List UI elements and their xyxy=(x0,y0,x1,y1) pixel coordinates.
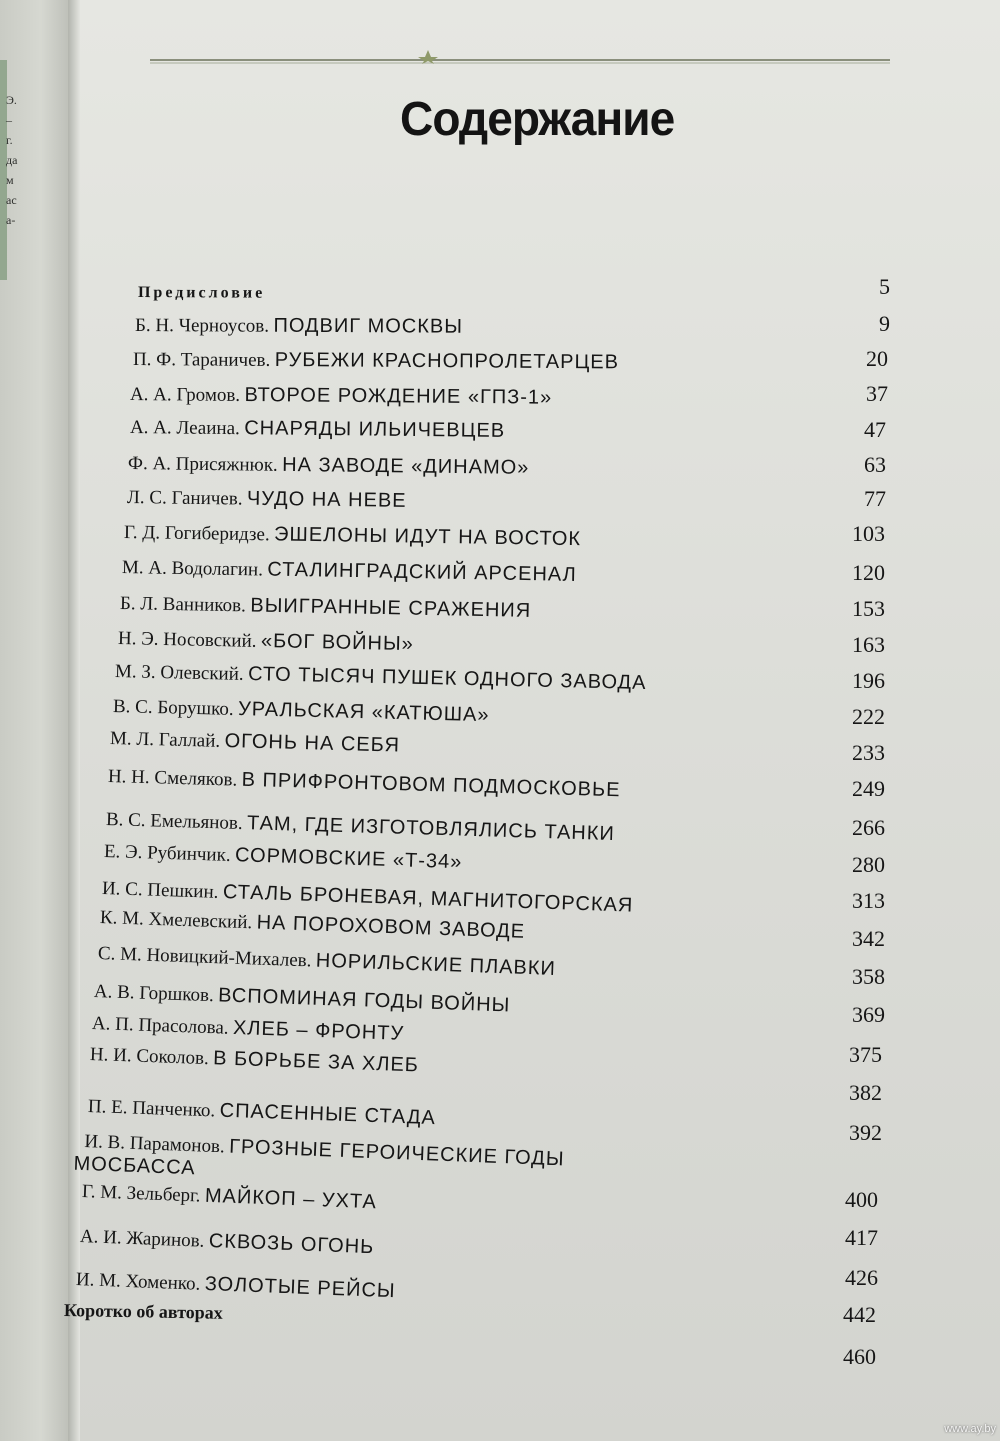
toc-page-number: 313 xyxy=(852,888,885,913)
toc-author: М. Л. Галлай. xyxy=(109,728,221,752)
toc-page-number: 280 xyxy=(852,852,885,877)
toc-author: К. М. Хмелевский. xyxy=(99,907,253,934)
toc-page-number: 5 xyxy=(879,274,890,299)
toc-entry xyxy=(130,383,552,410)
toc-entry xyxy=(76,1268,396,1303)
toc-entry xyxy=(135,314,463,339)
toc-work-title: НА ЗАВОДЕ «ДИНАМО» xyxy=(282,453,530,479)
toc-page-number: 400 xyxy=(845,1187,878,1212)
toc-entry xyxy=(92,1012,405,1046)
toc-work-title: ТАМ, ГДЕ ИЗГОТОВЛЯЛИСЬ ТАНКИ xyxy=(246,812,616,846)
toc-work-title: ВЫИГРАННЫЕ СРАЖЕНИЯ xyxy=(250,594,532,622)
toc-entry xyxy=(64,1300,223,1324)
toc-work-title: ВТОРОЕ РОЖДЕНИЕ «ГПЗ-1» xyxy=(244,384,553,409)
toc-work-title: «БОГ ВОЙНЫ» xyxy=(260,629,415,656)
toc-entry xyxy=(122,556,577,587)
toc-work-title-continued: МОСБАССА xyxy=(73,1152,196,1180)
toc-page-number: 382 xyxy=(849,1080,882,1105)
toc-page-number: 63 xyxy=(864,452,886,477)
toc-author: П. Ф. Тараничев. xyxy=(132,349,271,371)
watermark: www.ay.by xyxy=(944,1423,996,1435)
toc-work-title: СПАСЕННЫЕ СТАДА xyxy=(219,1099,437,1130)
toc-entry xyxy=(113,695,490,727)
toc-page-number: 196 xyxy=(852,668,885,693)
toc-author: Н. Н. Смеляков. xyxy=(107,766,238,791)
toc-entry xyxy=(124,521,581,551)
toc-work-title: СТАЛЬ БРОНЕВАЯ, МАГНИТОГОРСКАЯ xyxy=(222,881,634,917)
toc-page-number: 103 xyxy=(852,521,885,546)
toc-author: Б. Н. Черноусов. xyxy=(134,315,270,337)
toc-work-title: В ПРИФРОНТОВОМ ПОДМОСКОВЬЕ xyxy=(241,768,621,802)
toc-work-title: ОГОНЬ НА СЕБЯ xyxy=(224,730,401,757)
toc-author: А. П. Прасолова. xyxy=(91,1013,229,1039)
toc-author: Е. Э. Рубинчик. xyxy=(103,841,231,866)
previous-page-text-fragment: Э.– г. да м ас а- xyxy=(6,93,18,227)
toc-entry xyxy=(120,592,532,623)
toc-author: М. А. Водолагин. xyxy=(121,557,264,581)
toc-work-title: СТАЛИНГРАДСКИЙ АРСЕНАЛ xyxy=(267,558,577,586)
toc-work-title: СКВОЗЬ ОГОНЬ xyxy=(208,1229,375,1259)
toc-page-number: 426 xyxy=(845,1265,878,1290)
toc-entry xyxy=(108,765,621,802)
toc-page-number: 417 xyxy=(845,1225,878,1250)
toc-author: И. С. Пешкин. xyxy=(101,878,219,903)
toc-entry xyxy=(104,840,463,874)
toc-author: И. М. Хоменко. xyxy=(75,1269,201,1295)
toc-entry xyxy=(138,284,265,303)
toc-entry xyxy=(88,1095,437,1130)
toc-author: Л. С. Ганичев. xyxy=(126,487,243,510)
toc-entry xyxy=(94,980,511,1018)
toc-page-number: 358 xyxy=(852,964,885,989)
toc-page-number: 442 xyxy=(843,1302,876,1327)
toc-author: М. З. Олевский. xyxy=(114,661,244,685)
toc-work-title: ЧУДО НА НЕВЕ xyxy=(246,487,407,512)
toc-work-title: ГРОЗНЫЕ ГЕРОИЧЕСКИЕ ГОДЫ xyxy=(228,1135,565,1171)
toc-author: В. С. Борушко. xyxy=(112,696,234,720)
toc-author: Ф. А. Присяжнюк. xyxy=(127,453,278,476)
toc-entry xyxy=(98,942,557,981)
toc-author: П. Е. Панченко. xyxy=(87,1096,216,1122)
toc-work-title: ХЛЕБ – ФРОНТУ xyxy=(232,1016,405,1045)
toc-author: С. М. Новицкий-Михалев. xyxy=(97,943,312,972)
toc-page-number: 37 xyxy=(866,381,888,406)
toc-author: Б. Л. Ванников. xyxy=(119,593,247,617)
toc-page-number: 375 xyxy=(849,1042,882,1067)
toc-page-number: 120 xyxy=(852,560,885,585)
toc-entry xyxy=(133,348,619,374)
toc-page-number: 47 xyxy=(864,417,886,442)
toc-author: А. И. Жаринов. xyxy=(79,1226,205,1252)
toc-author: А. В. Горшков. xyxy=(93,981,215,1007)
page-title: Содержание xyxy=(400,93,675,146)
toc-entry xyxy=(115,660,647,695)
toc-author: И. В. Парамонов. xyxy=(84,1131,226,1158)
toc-work-title: МАЙКОП – УХТА xyxy=(204,1184,378,1214)
toc-page-number: 342 xyxy=(852,926,885,951)
toc-work-title: СТО ТЫСЯЧ ПУШЕК ОДНОГО ЗАВОДА xyxy=(247,663,647,695)
toc-page-number: 77 xyxy=(864,486,886,511)
toc-entry xyxy=(106,808,615,846)
toc-author: Г. Д. Гогиберидзе. xyxy=(123,522,270,546)
toc-work-title: РУБЕЖИ КРАСНОПРОЛЕТАРЦЕВ xyxy=(274,348,620,374)
toc-page-number: 233 xyxy=(852,740,885,765)
toc-entry xyxy=(110,727,401,758)
toc-work-title: СНАРЯДЫ ИЛЬИЧЕВЦЕВ xyxy=(244,417,506,442)
toc-page-number: 266 xyxy=(852,815,885,840)
toc-author: В. С. Емельянов. xyxy=(105,809,243,835)
toc-foreword-label: Предисловие xyxy=(137,284,266,302)
toc-entry xyxy=(130,416,505,443)
toc-work-title: В БОРЬБЕ ЗА ХЛЕБ xyxy=(212,1047,420,1077)
toc-entry xyxy=(90,1043,420,1077)
toc-author: Н. Э. Носовский. xyxy=(117,628,257,652)
toc-page-number: 222 xyxy=(852,704,885,729)
toc-about-authors-label: Коротко об авторах xyxy=(63,1300,223,1323)
toc-page-number: 392 xyxy=(849,1120,882,1145)
toc-page-number: 20 xyxy=(866,346,888,371)
toc-author: Г. М. Зельберг. xyxy=(81,1181,201,1207)
toc-work-title: ПОДВИГ МОСКВЫ xyxy=(273,314,464,338)
toc-work-title: НА ПОРОХОВОМ ЗАВОДЕ xyxy=(256,911,526,943)
toc-entry xyxy=(118,627,414,656)
toc-work-title: СОРМОВСКИЕ «Т-34» xyxy=(234,844,463,874)
toc-page-number: 249 xyxy=(852,776,885,801)
toc-page-number: 153 xyxy=(852,596,885,621)
toc-page-number: 369 xyxy=(852,1002,885,1027)
toc-author: А. А. Леаина. xyxy=(129,417,240,440)
toc-work-title: ЭШЕЛОНЫ ИДУТ НА ВОСТОК xyxy=(273,523,582,551)
toc-work-title: НОРИЛЬСКИЕ ПЛАВКИ xyxy=(315,949,557,980)
toc-entry xyxy=(128,452,530,480)
toc-entry xyxy=(80,1225,375,1259)
toc-author: А. А. Громов. xyxy=(129,384,241,406)
toc-author: Н. И. Соколов. xyxy=(89,1044,210,1070)
toc-page-number: 9 xyxy=(879,311,890,336)
toc-entry xyxy=(127,486,407,513)
toc-page-number: 460 xyxy=(843,1344,876,1369)
toc-work-title: УРАЛЬСКАЯ «КАТЮША» xyxy=(237,698,490,727)
toc-work-title: ВСПОМИНАЯ ГОДЫ ВОЙНЫ xyxy=(217,984,511,1017)
toc-page-number: 163 xyxy=(852,632,885,657)
toc-work-title: ЗОЛОТЫЕ РЕЙСЫ xyxy=(204,1272,396,1303)
